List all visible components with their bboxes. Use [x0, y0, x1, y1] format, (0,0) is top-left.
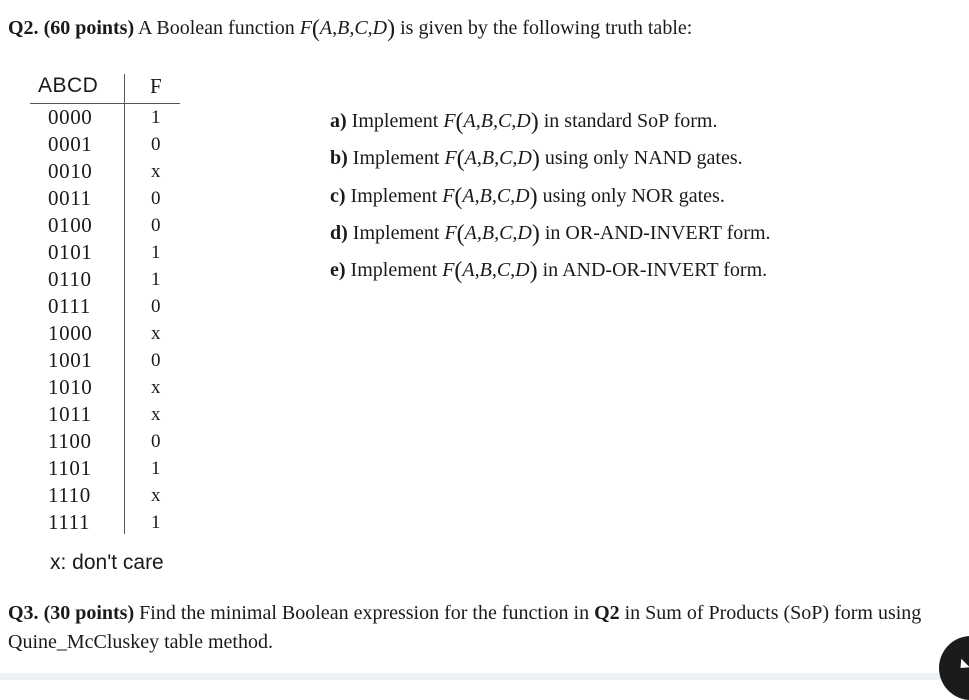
- task-requirement: in AND-OR-INVERT form.: [542, 259, 768, 282]
- output-cell: 1: [151, 242, 161, 263]
- task-item: [330, 178, 771, 215]
- q3-label: Q3.: [8, 602, 39, 624]
- q3-question: [8, 599, 968, 657]
- header-output: F: [150, 74, 162, 98]
- output-cell: x: [151, 485, 161, 506]
- task-requirement: in standard SoP form.: [543, 110, 718, 132]
- task-function: F(A,B,C,D): [444, 220, 540, 247]
- q2-points: (60 points): [43, 17, 135, 39]
- output-cell: 0: [151, 134, 161, 155]
- task-verb: Implement: [350, 259, 438, 282]
- q2-header: [8, 14, 692, 42]
- task-verb: Implement: [351, 110, 439, 132]
- table-row: [30, 185, 180, 212]
- task-item: [330, 103, 771, 140]
- input-cell: 0011: [48, 186, 92, 210]
- input-cell: 1011: [48, 402, 92, 426]
- header-inputs: ABCD: [38, 74, 99, 97]
- q3-ref: Q2: [594, 602, 620, 624]
- table-row: [30, 482, 180, 509]
- task-requirement: in OR-AND-INVERT form.: [544, 221, 771, 244]
- output-cell: x: [151, 161, 161, 182]
- output-cell: 0: [151, 296, 161, 317]
- table-row: [30, 266, 180, 293]
- output-cell: x: [151, 404, 161, 425]
- task-function: F(A,B,C,D): [442, 183, 538, 210]
- task-verb: Implement: [352, 221, 440, 244]
- table-row: [30, 104, 180, 131]
- output-cell: x: [151, 377, 161, 398]
- input-cell: 1101: [48, 456, 92, 480]
- input-cell: 1000: [48, 321, 93, 345]
- task-verb: Implement: [352, 147, 440, 170]
- task-func-args: A,B,C,D: [462, 184, 530, 207]
- q2-outro: is given by the following truth table:: [400, 17, 693, 39]
- task-func-args: A,B,C,D: [463, 110, 531, 132]
- input-cell: 1100: [48, 429, 92, 453]
- task-func-name: F: [442, 259, 455, 282]
- output-cell: 1: [151, 512, 161, 533]
- truth-table-header: [30, 74, 180, 102]
- task-func-args: A,B,C,D: [464, 147, 532, 170]
- task-list: [330, 103, 771, 289]
- input-cell: 0001: [48, 132, 93, 156]
- output-cell: 1: [151, 107, 161, 128]
- task-function: F(A,B,C,D): [443, 109, 539, 135]
- table-row: [30, 239, 180, 266]
- task-requirement: using only NOR gates.: [542, 184, 725, 207]
- input-cell: 1010: [48, 375, 93, 399]
- q2-func-name: F: [299, 17, 312, 39]
- table-row: [30, 401, 180, 428]
- input-cell: 0101: [48, 240, 93, 264]
- q2-func-args: A,B,C,D: [319, 17, 388, 39]
- task-item: [330, 215, 771, 252]
- output-cell: 1: [151, 458, 161, 479]
- task-func-args: A,B,C,D: [464, 221, 532, 244]
- table-row: [30, 455, 180, 482]
- task-func-name: F: [443, 110, 456, 132]
- output-cell: x: [151, 323, 161, 344]
- task-function: F(A,B,C,D): [442, 258, 538, 285]
- output-cell: 0: [151, 215, 161, 236]
- input-cell: 1110: [48, 483, 91, 507]
- table-row: [30, 374, 180, 401]
- q2-intro: A Boolean function: [138, 17, 295, 39]
- q2-function: F(A,B,C,D): [299, 16, 396, 42]
- task-func-name: F: [444, 221, 457, 244]
- table-row: [30, 293, 180, 320]
- task-item: [330, 140, 771, 177]
- input-cell: 0100: [48, 213, 93, 237]
- output-cell: 1: [151, 269, 161, 290]
- table-row: [30, 347, 180, 374]
- task-label: a): [330, 110, 347, 132]
- q2-label: Q2.: [8, 17, 39, 39]
- input-cell: 1111: [48, 510, 91, 534]
- table-row: [30, 428, 180, 455]
- output-cell: 0: [151, 431, 161, 452]
- input-cell: 0111: [48, 294, 91, 318]
- input-cell: 1001: [48, 348, 93, 372]
- table-row: [30, 131, 180, 158]
- task-verb: Implement: [350, 184, 438, 207]
- task-func-name: F: [444, 147, 457, 170]
- task-label: c): [330, 184, 346, 207]
- dont-care-note: x: don't care: [50, 551, 164, 574]
- q3-points: (30 points): [43, 602, 135, 624]
- arrow-icon: [956, 659, 969, 672]
- q3-text-1: Find the minimal Boolean expression for the function in: [139, 602, 590, 624]
- task-func-args: A,B,C,D: [462, 259, 530, 282]
- input-cell: 0110: [48, 267, 92, 291]
- task-function: F(A,B,C,D): [444, 146, 540, 173]
- table-row: [30, 212, 180, 239]
- bottom-bar: [0, 673, 969, 680]
- input-cell: 0010: [48, 159, 93, 183]
- task-label: d): [330, 221, 348, 244]
- task-requirement: using only NAND gates.: [544, 147, 743, 170]
- truth-table-rows: [30, 104, 180, 536]
- task-func-name: F: [442, 184, 455, 207]
- table-row: [30, 320, 180, 347]
- task-label: e): [330, 259, 346, 282]
- output-cell: 0: [151, 188, 161, 209]
- table-row: [30, 509, 180, 536]
- table-row: [30, 158, 180, 185]
- output-cell: 0: [151, 350, 161, 371]
- input-cell: 0000: [48, 105, 93, 129]
- task-label: b): [330, 147, 348, 170]
- q3-text-2: in Sum of Products (SoP) form using Quine_McCluskey table method.: [8, 602, 922, 653]
- task-item: [330, 252, 771, 289]
